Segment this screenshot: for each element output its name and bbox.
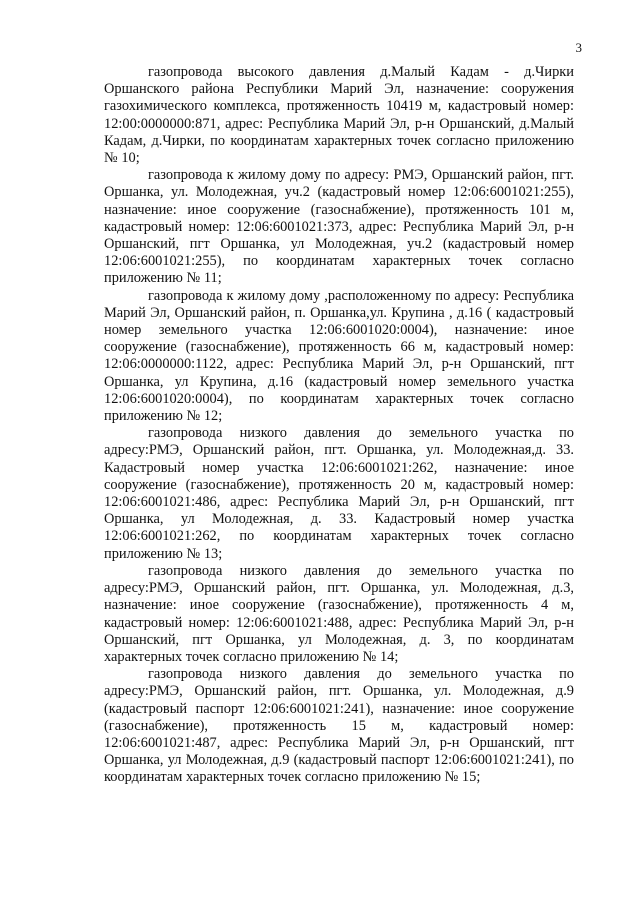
- paragraph: газопровода к жилому дому ,расположенному по адресу: Республика Марий Эл, Оршанский район, п. Оршанка,ул. Крупина , д.16 ( кадастровый номер земельного участка 12:06:6001020:0004), назначение: иное сооружение (газоснабжение), протяженность 66 м, кадастровый номер: 12:06:0000000:1122, адрес: Республика Марий Эл, р-н Оршанский, пгт Оршанка, ул Крупина, д.16 (кадастровый номер земельного участка 12:06:6001020:0004), по координатам характерных точек согласно приложению № 12;: [104, 287, 574, 425]
- paragraph: газопровода низкого давления до земельного участка по адресу:РМЭ, Оршанский район, пгт. Оршанка, ул. Молодежная,д. 33. Кадастровый номер участка 12:06:6001021:262, назначение: иное сооружение (газоснабжение), протяженность 20 м, кадастровый номер: 12:06:6001021:486, адрес: Республика Марий Эл, р-н Оршанский, пгт Оршанка, ул Молодежная, д. 33. Кадастровый номер участка 12:06:6001021:262, по координатам характерных точек согласно приложению № 13;: [104, 425, 574, 562]
- paragraph: газопровода высокого давления д.Малый Кадам - д.Чирки Оршанского района Республики Марий Эл, назначение: сооружения газохимического комплекса, протяженность 10419 м, кадастровый номер: 12:00:0000000:871, адрес: Республика Марий Эл, р-н Оршанский, д.Малый Кадам, д.Чирки, по координатам характерных точек согласно приложению № 10;: [104, 64, 574, 167]
- paragraph: газопровода низкого давления до земельного участка по адресу:РМЭ, Оршанский район, пгт. Оршанка, ул. Молодежная, д.9 (кадастровый паспорт 12:06:6001021:241), назначение: иное сооружение (газоснабжение), протяженность 15 м, кадастровый номер: 12:06:6001021:487, адрес: Республика Марий Эл, р-н Оршанский, пгт Оршанка, ул Молодежная, д.9 (кадастровый паспорт 12:06:6001021:241), по координатам характерных точек согласно приложению № 15;: [104, 666, 574, 786]
- paragraph: газопровода низкого давления до земельного участка по адресу:РМЭ, Оршанский район, пгт. Оршанка, ул. Молодежная, д.3, назначение: иное сооружение (газоснабжение), протяженность 4 м, кадастровый номер: 12:06:6001021:488, адрес: Республика Марий Эл, р-н Оршанский, пгт Оршанка, ул Молодежная, д. 3, по координатам характерных точек согласно приложению № 14;: [104, 562, 574, 665]
- paragraph: газопровода к жилому дому по адресу: РМЭ, Оршанский район, пгт. Оршанка, ул. Молодежная, уч.2 (кадастровый номер 12:06:6001021:255), назначение: иное сооружение (газоснабжение), протяженность 101 м, кадастровый номер: 12:06:6001021:373, адрес: Республика Марий Эл, р-н Оршанский, пгт Оршанка, ул Молодежная, уч.2 (кадастровый номер 12:06:6001021:255), по координатам характерных точек согласно приложению № 11;: [104, 167, 574, 287]
- document-body: [104, 64, 574, 787]
- page-number: 3: [575, 40, 582, 55]
